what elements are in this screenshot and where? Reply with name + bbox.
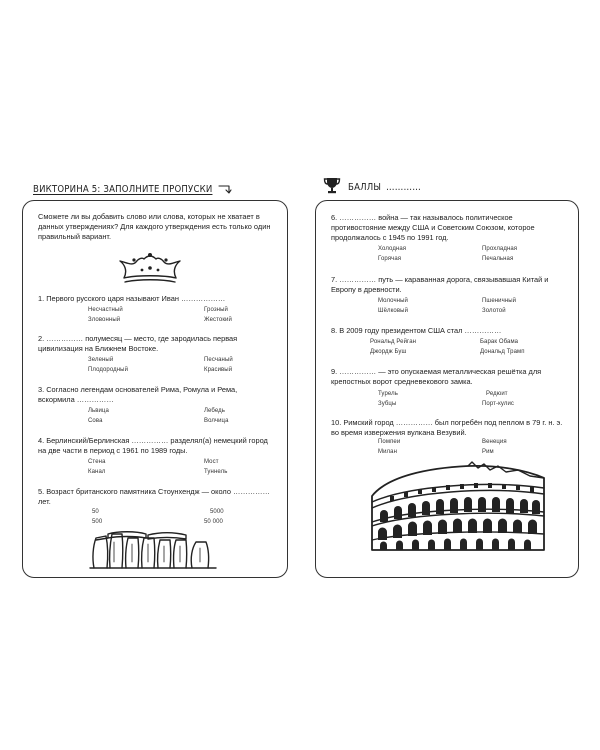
option[interactable]: Редюит bbox=[486, 391, 508, 397]
question-9-options bbox=[378, 389, 558, 411]
option[interactable]: Печальная bbox=[482, 256, 514, 262]
option[interactable]: Рим bbox=[482, 449, 494, 455]
option[interactable]: Шёлковый bbox=[378, 308, 409, 314]
option[interactable]: Плодородный bbox=[88, 367, 129, 373]
option[interactable]: Зеленый bbox=[88, 357, 114, 363]
question-5-options bbox=[92, 507, 272, 529]
option[interactable]: Туннель bbox=[204, 469, 228, 475]
question-3: 3. Согласно легендам основателей Рима, Ромула и Рема, вскормила …………… bbox=[38, 385, 238, 404]
option[interactable]: 50 bbox=[92, 509, 99, 515]
question-6: 6. …………… война — так называлось политическое противостояние между США и Советским Союзом, которое продолжалось с 1945 по 1991 год. bbox=[331, 213, 535, 242]
option[interactable]: Сова bbox=[88, 418, 103, 424]
left-header bbox=[33, 183, 232, 195]
option[interactable]: 50 000 bbox=[204, 519, 223, 525]
option[interactable]: Милан bbox=[378, 449, 398, 455]
intro-text: Сможете ли вы добавить слово или слова, которых не хватает в данных утверждениях? Для каждого утверждения есть только один правильный вариант. bbox=[38, 212, 271, 241]
question-7-options bbox=[378, 296, 558, 318]
quiz-title: ВИКТОРИНА 5: ЗАПОЛНИТЕ ПРОПУСКИ bbox=[33, 184, 213, 195]
question-10: 10. Римский город …………… был погребён под пеплом в 79 г. н. э. во время извержения вулкана Везувий. bbox=[331, 418, 563, 437]
trophy-icon bbox=[323, 176, 341, 194]
question-10-options bbox=[378, 437, 558, 459]
option[interactable]: Канал bbox=[88, 469, 106, 475]
question-8-options bbox=[370, 337, 560, 359]
arrow-down-right-icon bbox=[218, 183, 232, 195]
crown-illustration bbox=[118, 252, 182, 284]
question-3-options bbox=[88, 406, 268, 428]
option[interactable]: Стена bbox=[88, 459, 106, 465]
question-1-options bbox=[88, 305, 268, 327]
option[interactable]: Пшеничный bbox=[482, 298, 517, 304]
question-1: 1. Первого русского царя называют Иван ……………… bbox=[38, 294, 226, 303]
question-4: 4. Берлинский/Берлинская …………… разделял(а) немецкий город на две части в период с 1961 по 1989 годы. bbox=[38, 436, 268, 455]
option[interactable]: Золотой bbox=[482, 308, 506, 314]
question-8: 8. В 2009 году президентом США стал …………… bbox=[331, 326, 502, 335]
option[interactable]: Рональд Рейган bbox=[370, 339, 417, 345]
option[interactable]: Прохладная bbox=[482, 246, 518, 252]
question-9: 9. …………… — это опускаемая металлическая решётка для крепостных ворот средневекового замка. bbox=[331, 367, 542, 386]
option[interactable]: Помпеи bbox=[378, 439, 401, 445]
option[interactable]: Порт-кулис bbox=[482, 401, 515, 407]
question-7: 7. …………… путь — караванная дорога, связывавшая Китай и Европу в древности. bbox=[331, 275, 549, 294]
option[interactable]: Холодная bbox=[378, 246, 407, 252]
question-2: 2. …………… полумесяц — место, где зародилась первая цивилизация на Ближнем Востоке. bbox=[38, 334, 238, 353]
option[interactable]: Волчица bbox=[204, 418, 229, 424]
option[interactable]: Молочный bbox=[378, 298, 408, 304]
option[interactable]: Песчаный bbox=[204, 357, 233, 363]
option[interactable]: Несчастный bbox=[88, 307, 123, 313]
question-2-options bbox=[88, 355, 268, 377]
option[interactable]: Жестокий bbox=[204, 317, 232, 323]
option[interactable]: Горячая bbox=[378, 256, 402, 262]
option[interactable]: 500 bbox=[92, 519, 103, 525]
score-dots: ………… bbox=[386, 182, 422, 193]
option[interactable]: Грозный bbox=[204, 307, 228, 313]
option[interactable]: Барак Обама bbox=[480, 339, 519, 345]
stonehenge-illustration bbox=[88, 528, 218, 570]
option[interactable]: Дональд Трамп bbox=[480, 349, 525, 355]
option[interactable]: Турель bbox=[378, 391, 398, 397]
option[interactable]: Львица bbox=[88, 408, 109, 414]
right-header bbox=[348, 182, 421, 193]
option[interactable]: Красивый bbox=[204, 367, 233, 373]
question-5: 5. Возраст британского памятника Стоунхендж — около …………… лет. bbox=[38, 487, 270, 506]
question-4-options bbox=[88, 457, 268, 479]
question-6-options bbox=[378, 244, 558, 266]
option[interactable]: Зубцы bbox=[378, 401, 397, 407]
option[interactable]: Зловонный bbox=[88, 317, 121, 323]
option[interactable]: Венеция bbox=[482, 439, 507, 445]
option[interactable]: Джордж Буш bbox=[370, 349, 407, 355]
option[interactable]: Мост bbox=[204, 459, 219, 465]
option[interactable]: Лебедь bbox=[204, 408, 226, 414]
option[interactable]: 5000 bbox=[210, 509, 224, 515]
score-label: БАЛЛЫ bbox=[348, 182, 382, 193]
colosseum-illustration bbox=[368, 462, 548, 554]
